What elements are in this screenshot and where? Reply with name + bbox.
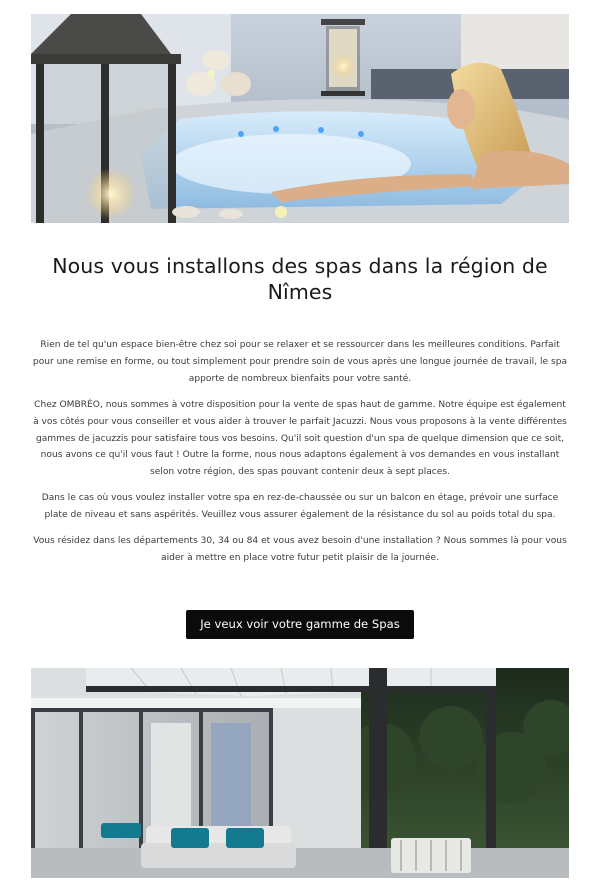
pergola-image: [31, 668, 569, 878]
paragraph-ombreo: Chez OMBRÉO, nous sommes à votre disposition pour la vente de spas haut de gamme. Notre équipe est également à vos côtés pour vous conseiller et vous aider à trouver le parfait Jacuzzi. Nous vous proposons à la vente différentes gammes de jacuzzis pour satisfaire tous vos besoins. Qu'il soit question d'un spa de quelque dimension que ce soit, nous avons ce qu'il vous faut ! Outre la forme, nous nous adaptons également à vos demandes en vous installant selon votre région, des spas pouvant contenir deux à sept places.: [33, 400, 567, 478]
paragraph-installation: Dans le cas où vous voulez installer votre spa en rez-de-chaussée ou sur un balcon en étage, prévoir une surface plate de niveau et sans aspérités. Veuillez vous assurer également de la résistance du sol au poids total du spa.: [41, 493, 559, 520]
page-title: Nous vous installons des spas dans la région de Nîmes: [52, 254, 548, 304]
paragraph-departments: Vous résidez dans les départements 30, 34 ou 84 et vous avez besoin d'une installation ? Nous sommes là pour vous aider à mettre en place votre futur petit plaisir de la journée.: [33, 536, 567, 563]
view-spas-button[interactable]: Je veux voir votre gamme de Spas: [186, 610, 414, 639]
paragraph-intro: Rien de tel qu'un espace bien-être chez soi pour se relaxer et se ressourcer dans les meilleures conditions. Parfait pour une remise en forme, ou tout simplement pour prendre soin de vous après une longue journée de travail, le spa apporte de nombreux bienfaits pour votre santé.: [32, 340, 568, 384]
spa-hero-image: [31, 14, 569, 223]
